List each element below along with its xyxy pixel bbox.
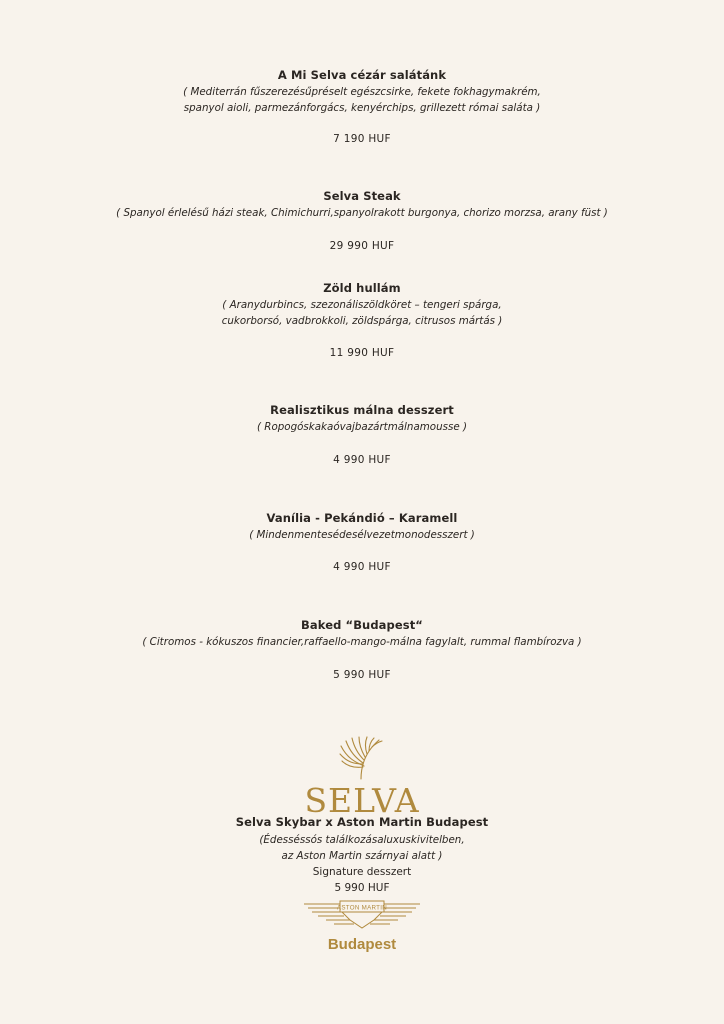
menu-item-title: Realisztikus málna desszert: [270, 403, 454, 417]
aston-martin-wings-icon: [302, 898, 422, 932]
menu-item-price: 5 990 HUF: [333, 669, 391, 681]
menu-item-price: 29 990 HUF: [329, 240, 395, 252]
aston-martin-logo: [0, 898, 724, 954]
menu-item-price: 4 990 HUF: [333, 561, 391, 573]
menu-item-malna-desszert: [0, 403, 724, 436]
menu-item-title: A Mi Selva cézár salátánk: [277, 68, 447, 82]
menu-item-selva-steak: [0, 189, 724, 222]
menu-item-caesar-salad: [0, 68, 724, 116]
promo-title: Selva Skybar x Aston Martin Budapest: [235, 815, 489, 829]
menu-item-title: Baked “Budapest“: [301, 618, 423, 632]
menu-item-description: ( Aranydurbincs, szezonáliszöldköret – tengeri spárga, cukorborsó, vadbrokkoli, zöldspárga, citrusos mártás ): [221, 299, 503, 327]
menu-item-description: ( Ropogóskakaóvajbazártmálnamousse ): [257, 421, 467, 433]
promo-description: (Édesséssós találkozásaluxuskivitelben, az Aston Martin szárnyai alatt ): [259, 834, 465, 862]
selva-logo: [0, 736, 724, 818]
promo-price: 5 990 HUF: [334, 882, 390, 894]
palm-leaf-icon: [337, 736, 387, 780]
selva-wordmark: SELVA: [304, 781, 420, 820]
menu-item-description: ( Spanyol érlelésű házi steak, Chimichurri,spanyolrakott burgonya, chorizo morzsa, arany füst ): [116, 207, 608, 219]
menu-item-description: ( Mediterrán fűszerezésűpréselt egészcsirke, fekete fokhagymakrém, spanyol aioli, parmezánforgács, kenyérchips, grillezett római saláta ): [183, 86, 541, 114]
menu-item-description: ( Mindenmentesédesélvezetmonodesszert ): [249, 529, 475, 541]
menu-item-title: Selva Steak: [323, 189, 401, 203]
menu-item-price: 4 990 HUF: [333, 454, 391, 466]
menu-item-price: 11 990 HUF: [329, 347, 395, 359]
menu-item-baked-budapest: [0, 618, 724, 651]
menu-item-title: Zöld hullám: [323, 281, 401, 295]
menu-item-zold-hullam: [0, 281, 724, 329]
menu-item-description: ( Citromos - kókuszos financier,raffaello-mango-málna fagylalt, rummal flambírozva ): [142, 636, 582, 648]
menu-item-vanilia-pekandio: [0, 511, 724, 544]
promo-subtitle: Signature desszert: [312, 866, 412, 878]
promo-block: [0, 815, 724, 896]
menu-item-title: Vanília - Pekándió – Karamell: [266, 511, 458, 525]
budapest-wordmark: Budapest: [327, 936, 397, 953]
aston-martin-badge-text: ASTON MARTIN: [336, 904, 388, 912]
menu-item-price: 7 190 HUF: [333, 133, 391, 145]
